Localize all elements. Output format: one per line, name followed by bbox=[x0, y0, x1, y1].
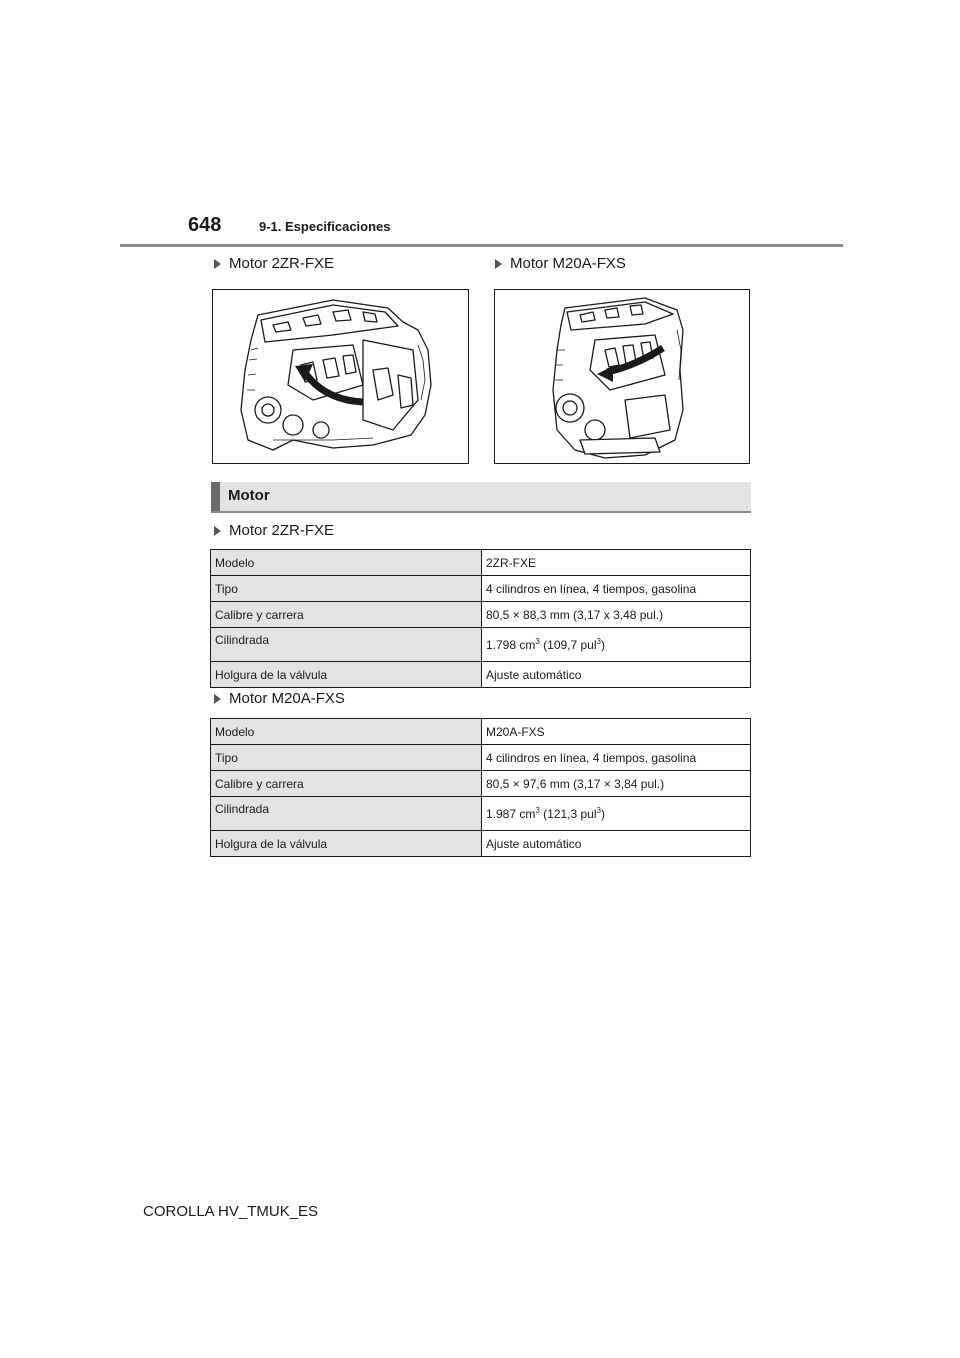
table-row bbox=[211, 771, 751, 797]
table1-caption-text: Motor 2ZR-FXE bbox=[229, 522, 335, 539]
engine-m20a-fxs-illustration bbox=[495, 290, 749, 463]
spec-table-2zr-fxe bbox=[210, 549, 751, 688]
section-heading: Motor bbox=[228, 487, 270, 504]
table-cell-label: Tipo bbox=[211, 745, 482, 771]
table2-caption bbox=[214, 690, 345, 707]
table-cell-value: 4 cilindros en línea, 4 tiempos, gasolina bbox=[482, 745, 751, 771]
figure-caption-right-text: Motor M20A-FXS bbox=[510, 255, 626, 272]
table-cell-value: 1.798 $cm^3$ (109,7 pul$^3$) bbox=[482, 628, 751, 662]
table-cell-label: Holgura de la válvula bbox=[211, 831, 482, 857]
table-cell-value: Ajuste automático bbox=[482, 662, 751, 688]
footer-document-id: COROLLA HV_TMUK_ES bbox=[143, 1203, 319, 1220]
table-cell-label: Calibre y carrera bbox=[211, 602, 482, 628]
table2-caption-text: Motor M20A-FXS bbox=[229, 690, 345, 707]
table-cell-label: Modelo bbox=[211, 550, 482, 576]
table-cell-value: 80,5 × 88,3 mm (3,17 x 3,48 pul.) bbox=[482, 602, 751, 628]
table-cell-value: Ajuste automático bbox=[482, 831, 751, 857]
table-row bbox=[211, 576, 751, 602]
table-cell-label: Cilindrada bbox=[211, 628, 482, 662]
bullet-triangle-icon bbox=[214, 259, 221, 269]
table-cell-label: Modelo bbox=[211, 719, 482, 745]
table1-caption bbox=[214, 522, 334, 539]
table-row bbox=[211, 628, 751, 662]
section-title: 9-1. Especificaciones bbox=[259, 219, 391, 234]
table-row bbox=[211, 550, 751, 576]
table-row bbox=[211, 719, 751, 745]
table-row bbox=[211, 662, 751, 688]
figure-caption-left bbox=[214, 255, 334, 272]
page-number: 648 bbox=[188, 214, 222, 236]
header-rule bbox=[120, 244, 843, 247]
bullet-triangle-icon bbox=[495, 259, 502, 269]
bullet-triangle-icon bbox=[214, 694, 221, 704]
bullet-triangle-icon bbox=[214, 526, 221, 536]
engine-2zr-fxe-figure bbox=[212, 289, 469, 464]
engine-m20a-fxs-figure bbox=[494, 289, 750, 464]
table-cell-label: Calibre y carrera bbox=[211, 771, 482, 797]
table-cell-label: Cilindrada bbox=[211, 797, 482, 831]
table-cell-value: 2ZR-FXE bbox=[482, 550, 751, 576]
section-heading-bar bbox=[211, 482, 751, 513]
spec-table-m20a-fxs bbox=[210, 718, 751, 857]
table-row bbox=[211, 745, 751, 771]
section-heading-marker bbox=[211, 482, 220, 511]
figure-caption-left-text: Motor 2ZR-FXE bbox=[229, 255, 335, 272]
table-row bbox=[211, 602, 751, 628]
table-cell-label: Holgura de la válvula bbox=[211, 662, 482, 688]
engine-2zr-fxe-illustration bbox=[213, 290, 468, 463]
table-cell-label: Tipo bbox=[211, 576, 482, 602]
table-cell-value: 4 cilindros en línea, 4 tiempos, gasolina bbox=[482, 576, 751, 602]
table-cell-value: M20A-FXS bbox=[482, 719, 751, 745]
table-row bbox=[211, 831, 751, 857]
figure-caption-right bbox=[495, 255, 626, 272]
table-cell-value: 80,5 × 97,6 mm (3,17 × 3,84 pul.) bbox=[482, 771, 751, 797]
table-cell-value: 1.987 $cm^3$ (121,3 pul$^3$) bbox=[482, 797, 751, 831]
table-row bbox=[211, 797, 751, 831]
